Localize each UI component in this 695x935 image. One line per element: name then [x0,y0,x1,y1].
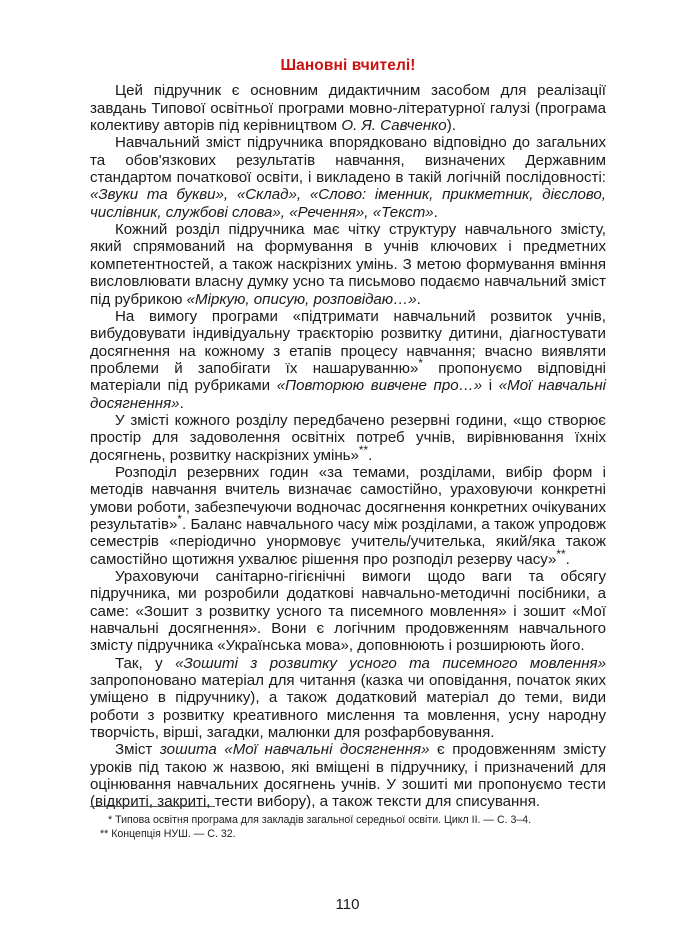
text-run: У змісті кожного розділу передбачено резервні години, «що створює простір для задоволення освітніх потреб учнів, вирівнювання їхніх досягнень, розвитку наскрізних умінь» [90,411,606,464]
footnote-text: Типова освітня програма для закладів загальної середньої освіти. Цикл II. — С. 3–4. [112,814,532,826]
body-paragraph [90,741,606,810]
text-run: запропоновано матеріал для читання (казка чи оповідання, початок яких уміщено в підручнику), а також додатковий матеріал до теми, види роботи з розвитку креативного мислення та мовлення, усну народну творчість, вірші, загадки, малюнки для розфарбовування. [90,672,606,742]
text-run: Розподіл резервних годин «за темами, розділами, вибір форм і методів навчання вчитель визначає самостійно, ураховуючи конкретні умови роботи, забезпечуючи водночас досягнення конкретних очікуваних результатів» [90,463,606,533]
text-run: . [433,203,438,221]
body-paragraph [90,308,606,412]
text-run: пропонуємо відповідні матеріали під рубриками [90,359,607,395]
footnote-divider [90,806,215,807]
text-run: . [416,290,421,308]
text-run: Кожний розділ підручника має чітку структуру навчального змісту, який спрямований на формування в учнів ключових і предметних компетентностей, а також наскрізних умінь. З метою формування вміння висловлювати власну думку усно та письмово подаємо навчальний зміст під рубрикою [90,221,606,308]
text-run: є продовженням змісту уроків під такою ж назвою, які вміщені в підручнику, і призначений для оцінювання навчальних досягнень учнів. У зошиті ми пропонуємо тести (відкриті, закриті, тести вибору), а також тексти для списування. [90,741,606,811]
paragraph-list [90,82,606,810]
emphasized-text: «Міркую, описую, розповідаю…» [186,290,417,308]
footnote-marker: ** [100,828,109,840]
footnote [90,827,606,841]
emphasized-text: «Мої навчальні досягнення» [90,377,606,412]
text-run: . [565,550,570,568]
emphasized-text: «Зошиті з розвитку усного та писемного мовлення» [175,654,607,672]
body-paragraph [90,134,606,221]
footnote-marker: * [108,814,113,826]
body-paragraph [90,412,606,464]
body-paragraph [90,568,606,655]
text-run: . [179,394,184,412]
page-title: Шановні вчителі! [280,57,416,74]
text-run: Навчальний зміст підручника впорядковано відповідно до загальних та обов'язкових результатів навчання, визначених Державним стандартом початкової освіти, і викладено в такій логічній послідовності: [90,134,606,187]
emphasized-text: зошита «Мої навчальні досягнення» [159,741,430,759]
text-run: . [368,446,373,464]
text-run: ). [446,117,456,135]
footnote-marker: * [177,512,182,526]
page-number: 110 [335,896,360,913]
footnote-list [90,813,606,841]
footnote [90,813,606,827]
emphasized-text: «Звуки та букви», «Склад», «Слово: іменник, прикметник, дієслово, числівник, службові слова», «Речення», «Текст» [90,186,606,221]
emphasized-text: О. Я. Савченко [341,117,447,135]
body-paragraph [90,82,606,134]
footnote-section [90,806,606,841]
footnote-marker: ** [556,547,566,561]
emphasized-text: «Повторюю вивчене про…» [276,377,483,395]
text-run: . Баланс навчального часу між розділами, а також упродовж семестрів «періодично унормовує учитель/учителька, який/яка також самостійно щотижня ухвалює рішення про розподіл резерву часу» [90,515,606,568]
body-paragraph [90,464,606,568]
text-run: Так, у [115,654,176,672]
text-run: Ураховуючи санітарно-гігієнічні вимоги щодо ваги та обсягу підручника, ми розробили додаткові навчально-методичні посібники, а саме: «Зошит з розвитку усного та писемного мовлення» і зошит «Мої навчальні досягнення». Вони є логічним продовженням навчального змісту підручника «Українська мова», доповнюють і розширюють його. [90,568,606,655]
text-run: Зміст [115,741,160,759]
text-run: На вимогу програми «підтримати навчальний розвиток учнів, вибудовувати індивідуальну траєкторію розвитку дитини, діагностувати досягнення на кожному з етапів процесу навчання; вчасно виявляти проблеми й запобігати їх нашаруванню» [90,307,606,377]
page-content-column [90,56,606,811]
body-paragraph [90,655,606,742]
footnote-text: Концепція НУШ. — С. 32. [108,828,236,840]
text-run: Цей підручник є основним дидактичним засобом для реалізації завдань Типової освітньої програми мовно-літературної галузі (програма колективу авторів під керівництвом [90,82,606,135]
body-paragraph [90,221,606,308]
footnote-marker: * [418,356,423,370]
text-run: і [482,377,499,395]
footnote-marker: ** [358,443,369,457]
